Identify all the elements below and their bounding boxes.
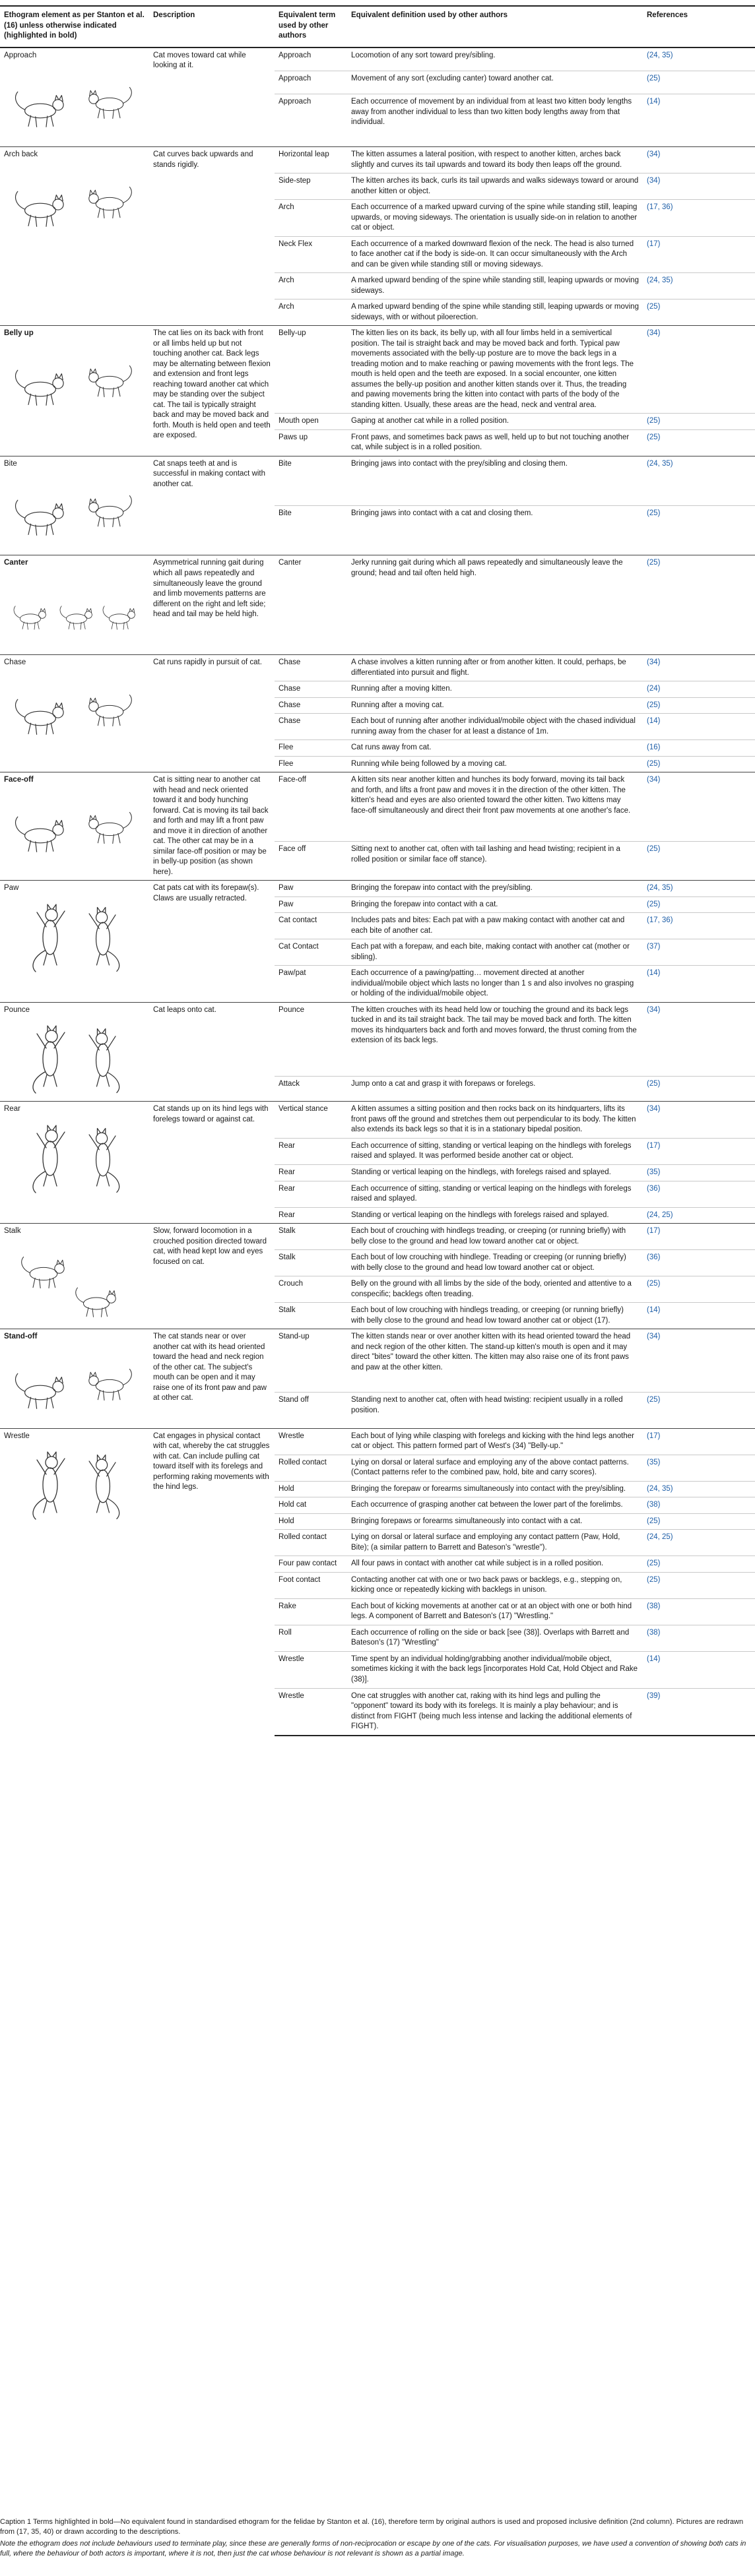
reference-cell: (38) <box>643 1497 755 1514</box>
reference-cell: (17) <box>643 1224 755 1250</box>
header-ethogram-element: Ethogram element as per Stanton et al. (16) unless otherwise indicated (highlighted in bold) <box>0 6 149 47</box>
equivalent-term-cell: Four paw contact <box>275 1556 347 1573</box>
reference-cell: (34) <box>643 1002 755 1076</box>
equivalent-definition-cell: Each occurrence of grasping another cat between the lower part of the forelimbs. <box>347 1497 643 1514</box>
equivalent-term-cell: Chase <box>275 697 347 714</box>
ethogram-element-name: Face-off <box>4 776 34 784</box>
equivalent-definition-cell: Bringing the forepaw or forearms simultaneously into contact with the prey/sibling. <box>347 1481 643 1497</box>
equivalent-term-cell: Rear <box>275 1165 347 1181</box>
equivalent-definition-cell: Locomotion of any sort toward prey/sibling. <box>347 47 643 71</box>
table-row <box>0 772 755 842</box>
equivalent-term-cell: Horizontal leap <box>275 147 347 173</box>
equivalent-term-cell: Mouth open <box>275 414 347 430</box>
reference-cell: (37) <box>643 939 755 966</box>
rear-sketch-icon <box>4 1119 145 1198</box>
table-row <box>0 654 755 681</box>
equivalent-definition-cell: Each occurrence of a pawing/patting… movement directed at another individual/mobile object which lasts no longer than 1 s and also involves no grasping or holding of the individual/mobile object. <box>347 966 643 1003</box>
equivalent-definition-cell: Running after a moving cat. <box>347 697 643 714</box>
equivalent-definition-cell: Bringing the forepaw into contact with the prey/sibling. <box>347 881 643 897</box>
equivalent-definition-cell: Contacting another cat with one or two back paws or backlegs, e.g., stepping on, kicking once or repeatedly kicking with backlegs in unison. <box>347 1572 643 1598</box>
description-cell: Cat runs rapidly in pursuit of cat. <box>149 654 275 772</box>
ethogram-element-cell <box>0 772 149 881</box>
description-cell: Cat curves back upwards and stands rigidly. <box>149 147 275 326</box>
equivalent-term-cell: Hold <box>275 1513 347 1530</box>
equivalent-term-cell: Paw <box>275 896 347 913</box>
equivalent-definition-cell: Includes pats and bites: Each pat with a paw making contact with another cat and each bite of another cat. <box>347 913 643 939</box>
ethogram-element-cell <box>0 881 149 1003</box>
equivalent-term-cell: Stand-up <box>275 1329 347 1393</box>
equivalent-definition-cell: Jump onto a cat and grasp it with forepaws or forelegs. <box>347 1076 643 1102</box>
ethogram-element-cell <box>0 1002 149 1102</box>
ethogram-element-cell <box>0 1102 149 1224</box>
equivalent-term-cell: Rear <box>275 1181 347 1207</box>
reference-cell: (39) <box>643 1688 755 1736</box>
reference-cell: (17) <box>643 1138 755 1164</box>
canter-sketch-icon <box>4 573 145 652</box>
reference-cell: (34) <box>643 147 755 173</box>
equivalent-term-cell: Stand off <box>275 1393 347 1428</box>
belly-up-sketch-icon <box>4 343 145 422</box>
reference-cell: (25) <box>643 414 755 430</box>
equivalent-term-cell: Wrestle <box>275 1651 347 1688</box>
equivalent-definition-cell: Time spent by an individual holding/grabbing another individual/mobile object, sometimes kicking it with the back legs [incorporates Hold Cat, Hold Object and Rake (38)]. <box>347 1651 643 1688</box>
equivalent-definition-cell: Front paws, and sometimes back paws as well, held up to but not touching another cat, while subject is in a rolled position. <box>347 429 643 456</box>
equivalent-definition-cell: Each bout of low crouching with hindlegs treading, or creeping (or running briefly) with belly close to the ground and head low toward another cat or object (17). <box>347 1303 643 1329</box>
equivalent-term-cell: Paw <box>275 881 347 897</box>
header-equivalent-term: Equivalent term used by other authors <box>275 6 347 47</box>
ethogram-table <box>0 5 755 1736</box>
equivalent-term-cell: Vertical stance <box>275 1102 347 1139</box>
reference-cell: (14) <box>643 1303 755 1329</box>
table-row <box>0 326 755 414</box>
equivalent-term-cell: Cat contact <box>275 913 347 939</box>
equivalent-definition-cell: Each occurrence of rolling on the side or back [see (38)]. Overlaps with Barrett and Bateson's (17) "Wrestling" <box>347 1625 643 1651</box>
ethogram-element-name: Belly up <box>4 329 34 338</box>
reference-cell: (24, 35) <box>643 47 755 71</box>
reference-cell: (25) <box>643 896 755 913</box>
equivalent-term-cell: Rolled contact <box>275 1530 347 1556</box>
reference-cell: (24, 35) <box>643 456 755 505</box>
face-off-sketch-icon <box>4 790 145 869</box>
paw-sketch-icon <box>4 898 145 977</box>
reference-cell: (34) <box>643 1102 755 1139</box>
equivalent-term-cell: Arch <box>275 200 347 237</box>
table-row <box>0 147 755 173</box>
reference-cell: (17) <box>643 1428 755 1455</box>
equivalent-term-cell: Rear <box>275 1138 347 1164</box>
table-row <box>0 1102 755 1139</box>
reference-cell: (24, 35) <box>643 1481 755 1497</box>
equivalent-definition-cell: Bringing jaws into contact with a cat and closing them. <box>347 506 643 555</box>
reference-cell: (36) <box>643 1181 755 1207</box>
ethogram-element-cell <box>0 1329 149 1429</box>
equivalent-definition-cell: A kitten assumes a sitting position and then rocks back on its hindquarters, lifts its front paws off the ground and stretches them out perpendicular to its body. The kitten also extends its back legs so that it is in a stationary bipedal position. <box>347 1102 643 1139</box>
header-references: References <box>643 6 755 47</box>
ethogram-element-name: Pounce <box>4 1005 30 1014</box>
ethogram-element-cell <box>0 147 149 326</box>
equivalent-definition-cell: Bringing the forepaw into contact with a cat. <box>347 896 643 913</box>
equivalent-definition-cell: Gaping at another cat while in a rolled position. <box>347 414 643 430</box>
description-cell: Cat engages in physical contact with cat, whereby the cat struggles with cat. Can include pulling cat toward itself with its forelegs and performing raking movements with the hind legs. <box>149 1428 275 1735</box>
description-cell: Cat stands up on its hind legs with forelegs toward or against cat. <box>149 1102 275 1224</box>
equivalent-term-cell: Paw/pat <box>275 966 347 1003</box>
reference-cell: (25) <box>643 1513 755 1530</box>
equivalent-term-cell: Cat Contact <box>275 939 347 966</box>
table-row <box>0 456 755 505</box>
reference-cell: (34) <box>643 654 755 681</box>
equivalent-definition-cell: Each pat with a forepaw, and each bite, making contact with another cat (mother or sibling). <box>347 939 643 966</box>
equivalent-term-cell: Chase <box>275 714 347 740</box>
equivalent-term-cell: Face off <box>275 842 347 881</box>
equivalent-term-cell: Wrestle <box>275 1428 347 1455</box>
reference-cell: (34) <box>643 326 755 414</box>
stand-off-sketch-icon <box>4 1346 145 1426</box>
equivalent-term-cell: Flee <box>275 756 347 772</box>
equivalent-term-cell: Hold <box>275 1481 347 1497</box>
equivalent-definition-cell: Each bout of running after another individual/mobile object with the chased individual running away from the chaser for at least a distance of 1m. <box>347 714 643 740</box>
reference-cell: (24, 25) <box>643 1207 755 1224</box>
equivalent-definition-cell: Each bout of lying while clasping with forelegs and kicking with the hind legs another cat or object. This pattern formed part of West's (34) "Belly-up." <box>347 1428 643 1455</box>
reference-cell: (35) <box>643 1165 755 1181</box>
ethogram-element-cell <box>0 654 149 772</box>
equivalent-term-cell: Paws up <box>275 429 347 456</box>
reference-cell: (38) <box>643 1625 755 1651</box>
equivalent-definition-cell: Each occurrence of movement by an individual from at least two kitten body lengths away from another individual to less than two kitten body lengths away from that individual. <box>347 94 643 147</box>
reference-cell: (25) <box>643 506 755 555</box>
equivalent-term-cell: Foot contact <box>275 1572 347 1598</box>
description-cell: Cat pats cat with its forepaw(s). Claws are usually retracted. <box>149 881 275 1003</box>
reference-cell: (34) <box>643 173 755 200</box>
equivalent-definition-cell: Sitting next to another cat, often with tail lashing and head twisting; recipient in a rolled position or similar face off stance). <box>347 842 643 881</box>
equivalent-term-cell: Arch <box>275 273 347 299</box>
equivalent-definition-cell: Bringing jaws into contact with the prey/sibling and closing them. <box>347 456 643 505</box>
equivalent-definition-cell: The kitten stands near or over another kitten with its head oriented toward the head and neck region of the other kitten. The stand-up kitten's mouth is open and it may direct "bites" toward the other kitten. The kitten may also raise one of its front paws and paw at the other kitten. <box>347 1329 643 1393</box>
reference-cell: (38) <box>643 1598 755 1625</box>
equivalent-definition-cell: Standing or vertical leaping on the hindlegs, with forelegs raised and splayed. <box>347 1165 643 1181</box>
caption-note: Note the ethogram does not include behaviours used to terminate play, since these are generally forms of non-reciprocation or escape by one of the cats. For visualisation purposes, we have used a convention of showing both cats in full, where the behaviour of both actors is important, where it is not, then just the cat whose behaviour is not relevant is shown as a partial image. <box>0 2539 746 2558</box>
equivalent-term-cell: Approach <box>275 71 347 94</box>
table-caption <box>0 2517 755 2561</box>
reference-cell: (25) <box>643 697 755 714</box>
ethogram-element-name: Chase <box>4 658 26 666</box>
equivalent-term-cell: Roll <box>275 1625 347 1651</box>
equivalent-definition-cell: All four paws in contact with another cat while subject is in a rolled position. <box>347 1556 643 1573</box>
equivalent-definition-cell: Running after a moving kitten. <box>347 681 643 698</box>
reference-cell: (25) <box>643 756 755 772</box>
equivalent-term-cell: Rear <box>275 1207 347 1224</box>
equivalent-definition-cell: Movement of any sort (excluding canter) toward another cat. <box>347 71 643 94</box>
description-cell: Cat snaps teeth at and is successful in making contact with another cat. <box>149 456 275 555</box>
equivalent-definition-cell: Bringing forepaws or forearms simultaneously into contact with a cat. <box>347 1513 643 1530</box>
ethogram-element-name: Arch back <box>4 150 38 159</box>
equivalent-definition-cell: A marked upward bending of the spine while standing still, leaping upwards or moving sideways, with or without piloerection. <box>347 299 643 326</box>
description-cell: The cat stands near or over another cat with its head oriented toward the head and neck region of the other cat. The subject's mouth can be open and it may raise one of its front paw and paw at other cat. <box>149 1329 275 1429</box>
reference-cell: (25) <box>643 1556 755 1573</box>
equivalent-definition-cell: Jerky running gait during which all paws repeatedly and simultaneously leave the ground; head and tail often held high. <box>347 555 643 655</box>
equivalent-definition-cell: The kitten arches its back, curls its tail upwards and walks sideways toward or around another kitten or object. <box>347 173 643 200</box>
equivalent-term-cell: Attack <box>275 1076 347 1102</box>
description-cell: Cat leaps onto cat. <box>149 1002 275 1102</box>
reference-cell: (16) <box>643 740 755 757</box>
reference-cell: (25) <box>643 1572 755 1598</box>
ethogram-element-name: Stalk <box>4 1227 21 1236</box>
reference-cell: (14) <box>643 1651 755 1688</box>
ethogram-element-name: Paw <box>4 884 19 893</box>
arch-back-sketch-icon <box>4 164 145 243</box>
equivalent-definition-cell: Standing or vertical leaping on the hindlegs with forelegs raised and splayed. <box>347 1207 643 1224</box>
reference-cell: (17, 36) <box>643 913 755 939</box>
equivalent-term-cell: Neck Flex <box>275 236 347 273</box>
table-row <box>0 1428 755 1455</box>
equivalent-term-cell: Stalk <box>275 1303 347 1329</box>
equivalent-term-cell: Rolled contact <box>275 1455 347 1481</box>
description-cell: Slow, forward locomotion in a crouched position directed toward cat, with head kept low and eyes focused on cat. <box>149 1224 275 1329</box>
equivalent-definition-cell: Each bout of kicking movements at another cat or at an object with one or both hind legs. A component of Barrett and Bateson's (17) "Wrestling." <box>347 1598 643 1625</box>
equivalent-term-cell: Side-step <box>275 173 347 200</box>
equivalent-definition-cell: Standing next to another cat, often with head twisting: recipient usually in a rolled position. <box>347 1393 643 1428</box>
equivalent-definition-cell: The kitten crouches with its head held low or touching the ground and its back legs tucked in and its tail straight back. The tail may be moved back and forth. The kitten moves its hindquarters back and forth and moves forward, the thrust coming from the extension of its back legs. <box>347 1002 643 1076</box>
table-header-row <box>0 6 755 47</box>
reference-cell: (36) <box>643 1250 755 1276</box>
equivalent-definition-cell: Each bout of low crouching with hindlege. Treading or creeping (or running briefly) with belly close to the ground and head low toward another cat or object. <box>347 1250 643 1276</box>
pounce-sketch-icon <box>4 1019 145 1098</box>
table-row <box>0 881 755 897</box>
equivalent-definition-cell: Lying on dorsal or lateral surface and employing any of the above contact patterns. (Contact patterns refer to the combined paw, hold, bite and carry scores). <box>347 1455 643 1481</box>
table-row <box>0 1002 755 1076</box>
reference-cell: (25) <box>643 842 755 881</box>
equivalent-definition-cell: The kitten lies on its back, its belly up, with all four limbs held in a semivertical position. The tail is straight back and may be moved back and forth. Typical paw movements associated with the belly-up posture are to move the back legs in a treading motion and to make reaching or pawing movements with the front legs. The mouth is held open and the teeth are exposed. In a social encounter, one kitten assumes the belly-up position and another kitten stands over it. Thus, the treading and pawing movements bring the kitten into contact with parts of the body of the standing kitten. Usually, these areas are the head, neck and ventral area. <box>347 326 643 414</box>
reference-cell: (14) <box>643 94 755 147</box>
equivalent-term-cell: Stalk <box>275 1224 347 1250</box>
equivalent-definition-cell: Running while being followed by a moving cat. <box>347 756 643 772</box>
equivalent-definition-cell: Each bout of crouching with hindlegs treading, or creeping (or running briefly) with belly close to the ground and head low toward another cat or object. <box>347 1224 643 1250</box>
ethogram-element-cell <box>0 1224 149 1329</box>
ethogram-element-name: Canter <box>4 559 28 567</box>
equivalent-definition-cell: Each occurrence of sitting, standing or vertical leaping on the hindlegs with forelegs raised and splayed. It was performed beside another cat or object. <box>347 1138 643 1164</box>
reference-cell: (35) <box>643 1455 755 1481</box>
equivalent-definition-cell: One cat struggles with another cat, raking with its hind legs and pulling the "opponent" toward its body with its forelegs. It is mainly a play behaviour; and is distinct from FIGHT (being much less intense and lacking the additional elements of FIGHT). <box>347 1688 643 1736</box>
reference-cell: (25) <box>643 299 755 326</box>
equivalent-definition-cell: Each occurrence of a marked upward curving of the spine while standing still, leaping upwards, or moving sideways. The orientation is usually side-on in relation to another cat or object. <box>347 200 643 237</box>
equivalent-definition-cell: Each occurrence of sitting, standing or vertical leaping on the hindlegs with forelegs raised and splayed. <box>347 1181 643 1207</box>
table-row <box>0 47 755 71</box>
description-cell: Cat moves toward cat while looking at it. <box>149 47 275 147</box>
reference-cell: (25) <box>643 1393 755 1428</box>
bite-sketch-icon <box>4 473 145 552</box>
equivalent-definition-cell: A chase involves a kitten running after or from another kitten. It could, perhaps, be differentiated into pursuit and flight. <box>347 654 643 681</box>
wrestle-sketch-icon <box>4 1445 145 1524</box>
reference-cell: (17) <box>643 236 755 273</box>
reference-cell: (24, 25) <box>643 1530 755 1556</box>
reference-cell: (34) <box>643 772 755 842</box>
equivalent-term-cell: Flee <box>275 740 347 757</box>
reference-cell: (14) <box>643 966 755 1003</box>
equivalent-term-cell: Approach <box>275 47 347 71</box>
reference-cell: (24, 35) <box>643 273 755 299</box>
equivalent-term-cell: Chase <box>275 654 347 681</box>
reference-cell: (25) <box>643 429 755 456</box>
reference-cell: (24, 35) <box>643 881 755 897</box>
equivalent-definition-cell: Each occurrence of a marked downward flexion of the neck. The head is also turned to face another cat if the body is side-on. It can occur simultaneously with the Arch and can be given while standing still or moving sideways. <box>347 236 643 273</box>
equivalent-term-cell: Stalk <box>275 1250 347 1276</box>
ethogram-element-name: Bite <box>4 459 17 468</box>
ethogram-element-name: Rear <box>4 1105 20 1114</box>
equivalent-term-cell: Hold cat <box>275 1497 347 1514</box>
reference-cell: (17, 36) <box>643 200 755 237</box>
equivalent-definition-cell: A kitten sits near another kitten and hunches its body forward, moving its tail back and forth, and lifts a front paw and moves it in the direction of the other kitten. The kitten's head and eyes are also oriented toward the other kitten. Two kittens may face-off simultaneously and direct their front paw movements at one another's face. <box>347 772 643 842</box>
description-cell: Cat is sitting near to another cat with head and neck oriented toward it and body hunching forward. Cat is moving its tail back and forth and may lift a front paw and move it in direction of another cat. The other cat may be in a similar face-off position or may be in belly-up position (as shown here). <box>149 772 275 881</box>
stalk-sketch-icon <box>4 1241 145 1320</box>
reference-cell: (25) <box>643 1076 755 1102</box>
reference-cell: (25) <box>643 71 755 94</box>
equivalent-term-cell: Bite <box>275 506 347 555</box>
reference-cell: (14) <box>643 714 755 740</box>
equivalent-term-cell: Bite <box>275 456 347 505</box>
caption-terms: Caption 1 Terms highlighted in bold—No equivalent found in standardised ethogram for the felidae by Stanton et al. (16), therefore term by original authors is used and proposed inclusive definition (2nd column). Pictures are redrawn from (17, 35, 40) or drawn according to the descriptions. <box>0 2518 744 2536</box>
table-row <box>0 555 755 655</box>
equivalent-term-cell: Chase <box>275 681 347 698</box>
equivalent-term-cell: Rake <box>275 1598 347 1625</box>
equivalent-definition-cell: A marked upward bending of the spine while standing still, leaping upwards or moving sideways. <box>347 273 643 299</box>
equivalent-term-cell: Wrestle <box>275 1688 347 1736</box>
ethogram-element-name: Stand-off <box>4 1333 38 1341</box>
ethogram-element-cell <box>0 1428 149 1735</box>
equivalent-term-cell: Pounce <box>275 1002 347 1076</box>
table-row <box>0 1329 755 1393</box>
reference-cell: (25) <box>643 1276 755 1303</box>
equivalent-term-cell: Canter <box>275 555 347 655</box>
table-row <box>0 1224 755 1250</box>
equivalent-term-cell: Arch <box>275 299 347 326</box>
ethogram-element-cell <box>0 456 149 555</box>
header-description: Description <box>149 6 275 47</box>
ethogram-element-name: Approach <box>4 51 37 59</box>
table-body <box>0 47 755 1736</box>
description-cell: Asymmetrical running gait during which all paws repeatedly and simultaneously leave the ground and limb movements patterns are different on the right and left side; head and tail may be held high. <box>149 555 275 655</box>
equivalent-definition-cell: Cat runs away from cat. <box>347 740 643 757</box>
reference-cell: (24) <box>643 681 755 698</box>
equivalent-term-cell: Belly-up <box>275 326 347 414</box>
equivalent-definition-cell: The kitten assumes a lateral position, with respect to another kitten, arches back slightly and curves its tail upwards and toward its body then leaps off the ground. <box>347 147 643 173</box>
ethogram-element-cell <box>0 47 149 147</box>
equivalent-term-cell: Approach <box>275 94 347 147</box>
chase-sketch-icon <box>4 672 145 751</box>
ethogram-element-cell <box>0 555 149 655</box>
description-cell: The cat lies on its back with front or all limbs held up but not touching another cat. Back legs may be alternating between flexion and extension and front legs reaching toward another cat which may be standing over the subject cat. The tail is typically straight back and may be moved back and forth. Mouth is held open and teeth are exposed. <box>149 326 275 456</box>
equivalent-definition-cell: Lying on dorsal or lateral surface and employing any contact pattern (Paw, Hold, Bite); (a similar pattern to Barrett and Bateson's "wrestle"). <box>347 1530 643 1556</box>
equivalent-term-cell: Face-off <box>275 772 347 842</box>
reference-cell: (34) <box>643 1329 755 1393</box>
ethogram-element-cell <box>0 326 149 456</box>
equivalent-definition-cell: Belly on the ground with all limbs by the side of the body, oriented and attentive to a conspecific; backlegs often treading. <box>347 1276 643 1303</box>
equivalent-term-cell: Crouch <box>275 1276 347 1303</box>
reference-cell: (25) <box>643 555 755 655</box>
approach-sketch-icon <box>4 65 145 144</box>
header-equivalent-definition: Equivalent definition used by other authors <box>347 6 643 47</box>
ethogram-element-name: Wrestle <box>4 1431 30 1440</box>
